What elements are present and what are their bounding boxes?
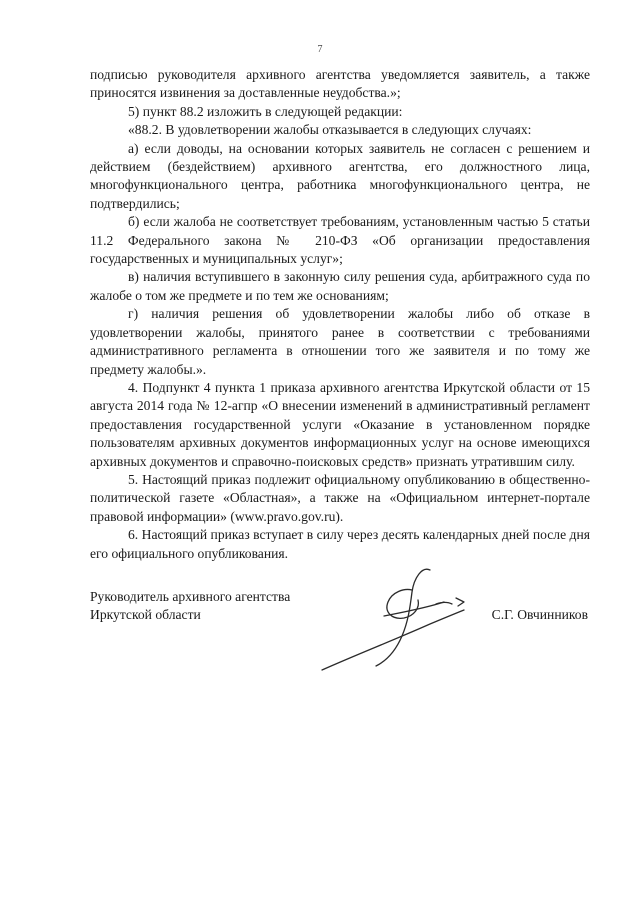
paragraph-88-2: «88.2. В удовлетворении жалобы отказывается в следующих случаях: (128, 122, 532, 138)
signatory-position-line2: Иркутской области (90, 607, 201, 623)
paragraph-continuation: подписью руководителя архивного агентства уведомляется заявитель, а также приносятся извинения за доставленные неудобства.»; (90, 67, 590, 101)
paragraph-item-5: 5) пункт 88.2 изложить в следующей редакции: (128, 103, 403, 119)
paragraph-subitem-a: а) если доводы, на основании которых заявитель не согласен с решением и действием (бездействием) архивного агентства, его должностного лица, многофункционального центра, работника многофункционального центра, не подтвердились; (90, 140, 590, 211)
paragraph-clause-5: 5. Настоящий приказ подлежит официальному опубликованию в общественно-политической газете «Областная», а также на «Официальном интернет-портале правовой информации» (www.pravo.gov.ru). (90, 471, 590, 524)
handwritten-signature (318, 562, 478, 677)
signatory-name: С.Г. Овчинников (491, 607, 588, 623)
document-body (90, 66, 590, 563)
paragraph-clause-4: 4. Подпункт 4 пункта 1 приказа архивного агентства Иркутской области от 15 августа 2014 года № 12-агпр «О внесении изменений в административный регламент предоставления государственной услуги «Оказание в установленном порядке пользователям архивных документов информационных услуг на основе имеющихся архивных документов и справочно-поисковых средств» признать утратившим силу. (90, 379, 590, 469)
signatory-position (90, 588, 350, 625)
paragraph-clause-6: 6. Настоящий приказ вступает в силу через десять календарных дней после дня его официального опубликования. (90, 527, 590, 561)
signatory-position-line1: Руководитель архивного агентства (90, 589, 291, 604)
paragraph-subitem-v: в) наличия вступившего в законную силу решения суда, арбитражного суда по жалобе о том же предмете и по тем же основаниям; (90, 269, 590, 303)
paragraph-subitem-g: г) наличия решения об удовлетворении жалобы либо об отказе в удовлетворении жалобы, принятого ранее в соответствии с требованиями административного регламента в отношении того же заявителя и по тому же предмету жалобы.». (90, 306, 590, 377)
page-number: 7 (317, 44, 323, 55)
paragraph-subitem-b: б) если жалоба не соответствует требованиям, установленным частью 5 статьи 11.2 Федерального закона № 210-ФЗ «Об организации предоставления государственных и муниципальных услуг»; (90, 214, 590, 267)
